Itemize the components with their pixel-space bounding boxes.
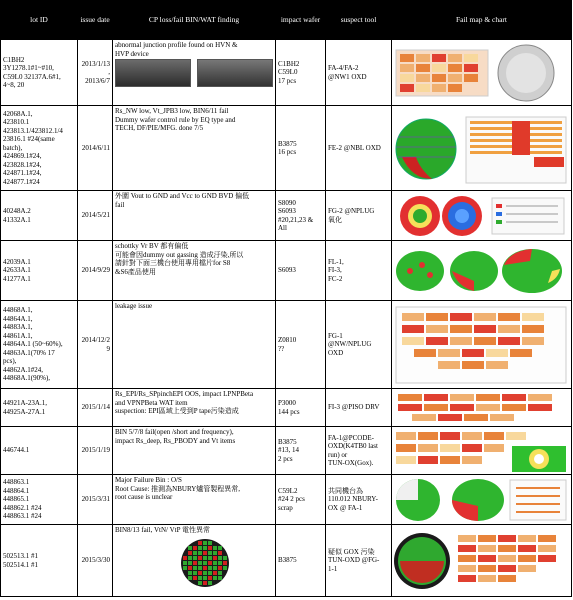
lot-id-text: 502513.1 #1 502514.1 #1	[3, 552, 38, 569]
die-cell	[218, 566, 222, 570]
finding-text: Rs_EPI/Rs_SPpinchEPI OOS, impact LPNPBeta and VPNPBeta WAT item suspection: EPI區域上受到P tape污染造成	[115, 390, 254, 415]
impact-text: C1BH2 C59L0 17 pcs	[278, 59, 300, 85]
lot-id-cell	[1, 241, 78, 301]
table-row[interactable]	[1, 389, 572, 427]
die-cell	[213, 551, 217, 555]
impact-cell	[276, 389, 326, 427]
finding-cell	[113, 40, 276, 106]
finding-text: BIN8/13 fail, VtN/ VtP 電性異常	[115, 526, 210, 534]
lot-id-cell	[1, 191, 78, 241]
die-cell	[213, 566, 217, 570]
lot-id-cell	[1, 525, 78, 597]
fail-map-grid	[398, 394, 552, 421]
suspect-tool-text: FE-2 @NBL OXD	[328, 143, 381, 152]
lot-id-cell	[1, 106, 78, 191]
wafer-map	[396, 251, 444, 291]
issue-date-text: 2014/9/29	[81, 266, 110, 275]
impact-text: S8090 S6093 #20,21,23 & All	[278, 198, 314, 232]
impact-cell	[276, 301, 326, 389]
issue-date-text: 2015/3/30	[81, 556, 110, 565]
die-cell	[183, 556, 187, 560]
finding-cell	[113, 191, 276, 241]
header-row	[1, 1, 572, 40]
impact-cell	[276, 525, 326, 597]
header-impact-wafer[interactable]: impact wafer	[276, 1, 326, 40]
issue-date-text: 2015/1/19	[81, 446, 110, 455]
issue-date-cell	[78, 427, 113, 475]
header-finding[interactable]: CP loss/fail BIN/WAT finding	[113, 1, 276, 40]
impact-text: C59L2 #24 2 pcs scrap	[278, 486, 305, 512]
finding-cell	[113, 389, 276, 427]
lot-id-text: 448863.1 448864.1 448865.1 448862.1 #24 448863.1 #24	[3, 478, 42, 521]
die-cell	[213, 546, 217, 550]
die-cell	[198, 581, 202, 585]
die-cell	[188, 556, 192, 560]
fail-map-chart	[392, 192, 570, 240]
header-issue-date[interactable]: issue date	[78, 1, 113, 40]
chart-image	[510, 480, 566, 520]
issue-date-text: 2014/5/21	[81, 211, 110, 220]
die-cell	[193, 576, 197, 580]
die-cell	[193, 556, 197, 560]
suspect-tool-cell	[326, 427, 392, 475]
table-row[interactable]	[1, 427, 572, 475]
issue-date-cell	[78, 389, 113, 427]
header-lot-id[interactable]: lot ID	[1, 1, 78, 40]
finding-cell	[113, 106, 276, 191]
die-cell	[208, 566, 212, 570]
die-cell	[208, 571, 212, 575]
impact-text: B3875 #13, 14 2 pcs	[278, 437, 299, 463]
fail-map-chart	[392, 303, 570, 387]
die-cell	[223, 556, 227, 560]
die-cell	[203, 566, 207, 570]
suspect-tool-cell	[326, 191, 392, 241]
die-cell	[208, 551, 212, 555]
die-cell	[193, 566, 197, 570]
die-cell	[188, 546, 192, 550]
impact-text: B3875 16 pcs	[278, 139, 297, 156]
impact-cell	[276, 40, 326, 106]
suspect-tool-text: FA-1@PCODE- OXD(K4TB0 last run) or TUN-OX(Gox).	[328, 433, 378, 467]
finding-text: leakage issue	[115, 302, 153, 310]
die-cell	[183, 566, 187, 570]
die-cell	[193, 571, 197, 575]
fail-map-cell	[392, 525, 572, 597]
die-cell	[198, 546, 202, 550]
die-cell	[218, 556, 222, 560]
die-cell	[218, 576, 222, 580]
lot-id-text: 42068A.1, 423810.1 423813.1/423812.1/4 23816.1 #24(same batch), 424869.1#24, 423828.1#24, 424871.1#24, 424877.1#24	[3, 109, 63, 186]
issue-date-cell	[78, 301, 113, 389]
table-row[interactable]	[1, 40, 572, 106]
lot-id-text: 446744.1	[3, 446, 30, 455]
die-cell	[203, 541, 207, 545]
wafer-map	[396, 119, 456, 179]
lot-id-text: 44921A-23A.1, 44925A-27A.1	[3, 399, 47, 416]
finding-cell	[113, 427, 276, 475]
die-cell	[203, 556, 207, 560]
die-cell	[198, 556, 202, 560]
issue-date-cell	[78, 191, 113, 241]
die-cell	[188, 566, 192, 570]
die-cell	[188, 576, 192, 580]
die-cell	[213, 561, 217, 565]
suspect-tool-cell	[326, 40, 392, 106]
table-row[interactable]	[1, 191, 572, 241]
suspect-tool-text: 疑似 GOX 污染 TUN-OXD @FG- 1-1	[328, 547, 380, 573]
die-cell	[213, 576, 217, 580]
die-cell	[208, 581, 212, 585]
finding-cell	[113, 475, 276, 525]
impact-text: B3875	[278, 556, 297, 565]
die-cell	[188, 571, 192, 575]
die-cell	[193, 551, 197, 555]
sem-image	[197, 59, 273, 87]
issue-date-text: 2015/1/14	[81, 403, 110, 412]
finding-text: 外圍 Vout to GND and Vcc to GND BVD 偏低 fail	[115, 192, 250, 209]
die-cell	[203, 561, 207, 565]
fail-map-cell	[392, 241, 572, 301]
finding-text: abnormal junction profile found on HVN & HVP device	[115, 41, 238, 58]
impact-cell	[276, 427, 326, 475]
table-row[interactable]	[1, 301, 572, 389]
issue-date-text: 2014/12/29	[81, 336, 110, 353]
die-cell	[203, 546, 207, 550]
fail-map-cell	[392, 475, 572, 525]
finding-text: schottky Vr BV 都有偏低 可能會因dummy out gassing 造成汙染,所以 請針對下面三機台使用專用檔片for S8 &S6產品使用	[115, 242, 244, 276]
suspect-tool-cell	[326, 475, 392, 525]
fail-map-cell	[392, 389, 572, 427]
fail-map-cell	[392, 40, 572, 106]
suspect-tool-text: FI-3 @PISO DRV	[328, 403, 380, 412]
suspect-tool-cell	[326, 389, 392, 427]
die-cell	[208, 576, 212, 580]
die-cell	[223, 566, 227, 570]
impact-text: Z0810 ??	[278, 336, 297, 353]
die-cell	[188, 551, 192, 555]
fail-map-cell	[392, 301, 572, 389]
lot-id-cell	[1, 301, 78, 389]
fail-map-cell	[392, 427, 572, 475]
fail-map-chart	[392, 527, 570, 595]
lot-id-cell	[1, 475, 78, 525]
issue-date-cell	[78, 241, 113, 301]
fail-map-chart	[392, 243, 570, 299]
die-cell	[198, 561, 202, 565]
impact-text: P3000 144 pcs	[278, 399, 300, 416]
lot-id-text: C1BH2 3Y1278.1#1~#10, C59L0 32137A.6#1, 4~8, 20	[3, 55, 61, 89]
header-fail-map[interactable]: Fail map & chart	[392, 1, 572, 40]
legend-image	[492, 198, 564, 234]
suspect-tool-cell	[326, 301, 392, 389]
suspect-tool-text: FG-2 @NPLUG 氧化	[328, 207, 375, 224]
impact-text: S6093	[278, 266, 296, 275]
issue-date-cell	[78, 40, 113, 106]
sem-image	[115, 59, 191, 87]
lot-id-text: 44868A.1, 44864A.1, 44883A.1, 44861A.1, 44864A.1 (50~60%), 44863A.1(70% 17 pcs), 44862A.1#24, 44868A.1(90%),	[3, 306, 63, 383]
die-cell	[218, 551, 222, 555]
die-cell	[223, 561, 227, 565]
die-cell	[208, 541, 212, 545]
die-cell	[208, 556, 212, 560]
lot-id-text: 42039A.1 42633A.1 41277A.1	[3, 257, 31, 283]
fail-map-grid	[396, 432, 526, 464]
die-cell	[203, 581, 207, 585]
header-suspect-tool[interactable]: suspect tool	[326, 1, 392, 40]
die-cell	[203, 576, 207, 580]
lot-id-cell	[1, 427, 78, 475]
finding-text: BIN 5/7/8 fail(open /short and frequency), impact Rs_deep, Rs_PBODY and Vt items	[115, 428, 236, 445]
issue-date-text: 2015/3/31	[81, 495, 110, 504]
fail-map-cell	[392, 106, 572, 191]
suspect-tool-cell	[326, 525, 392, 597]
impact-cell	[276, 241, 326, 301]
issue-date-cell	[78, 106, 113, 191]
die-cell	[198, 566, 202, 570]
impact-cell	[276, 106, 326, 191]
fail-map-chart	[392, 107, 570, 189]
suspect-tool-cell	[326, 106, 392, 191]
table-row[interactable]	[1, 475, 572, 525]
finding-text: Rs_NW low, Vt_JPB3 low, BIN6/11 fail Dummy wafer control rule by EQ type and TECH, DF/PIE/MFG. done 7/5	[115, 107, 236, 132]
die-cell	[203, 571, 207, 575]
impact-cell	[276, 475, 326, 525]
issue-date-text: 2014/6/11	[81, 143, 110, 152]
die-cell	[198, 541, 202, 545]
die-cell	[193, 546, 197, 550]
fail-map-grid	[458, 535, 556, 582]
issue-date-text: 2013/1/13, 2013/6/7	[81, 59, 110, 85]
suspect-tool-text: FL-1, FI-3, FC-2	[328, 257, 344, 283]
issue-date-cell	[78, 475, 113, 525]
fail-map-chart	[392, 390, 570, 426]
die-cell	[208, 561, 212, 565]
fail-map-chart	[392, 476, 570, 524]
die-cell	[218, 546, 222, 550]
finding-text: Major Failure Bin : O/S Root Cause: 推測為NBURY爐管製程異常, root cause is unclear	[115, 476, 241, 501]
lot-id-cell	[1, 389, 78, 427]
die-cell	[198, 576, 202, 580]
die-cell	[198, 571, 202, 575]
die-cell	[208, 546, 212, 550]
fail-map-chart	[392, 428, 570, 474]
die-cell	[218, 561, 222, 565]
fail-map-chart	[392, 42, 570, 104]
wafer-map-image	[155, 537, 255, 587]
suspect-tool-text: FA-4/FA-2 @NW1 OXD	[328, 64, 367, 81]
die-cell	[213, 556, 217, 560]
die-cell	[198, 551, 202, 555]
die-cell	[193, 561, 197, 565]
impact-cell	[276, 191, 326, 241]
die-cell	[183, 561, 187, 565]
finding-cell	[113, 301, 276, 389]
die-cell	[213, 571, 217, 575]
suspect-tool-text: FG-1 @NW/NPLUG OXD	[328, 331, 372, 357]
lot-id-text: 40248A.2 41332A.1	[3, 207, 31, 224]
die-cell	[218, 571, 222, 575]
die-cell	[203, 551, 207, 555]
finding-cell	[113, 241, 276, 301]
issue-date-cell	[78, 525, 113, 597]
fail-map-cell	[392, 191, 572, 241]
table-row[interactable]	[1, 525, 572, 597]
table-row[interactable]	[1, 106, 572, 191]
suspect-tool-text: 共同機台為 110.012 NBURY- OX @ FA-1	[328, 486, 378, 512]
die-cell	[188, 561, 192, 565]
suspect-tool-cell	[326, 241, 392, 301]
finding-cell	[113, 525, 276, 597]
table-row[interactable]	[1, 241, 572, 301]
lot-id-cell	[1, 40, 78, 106]
